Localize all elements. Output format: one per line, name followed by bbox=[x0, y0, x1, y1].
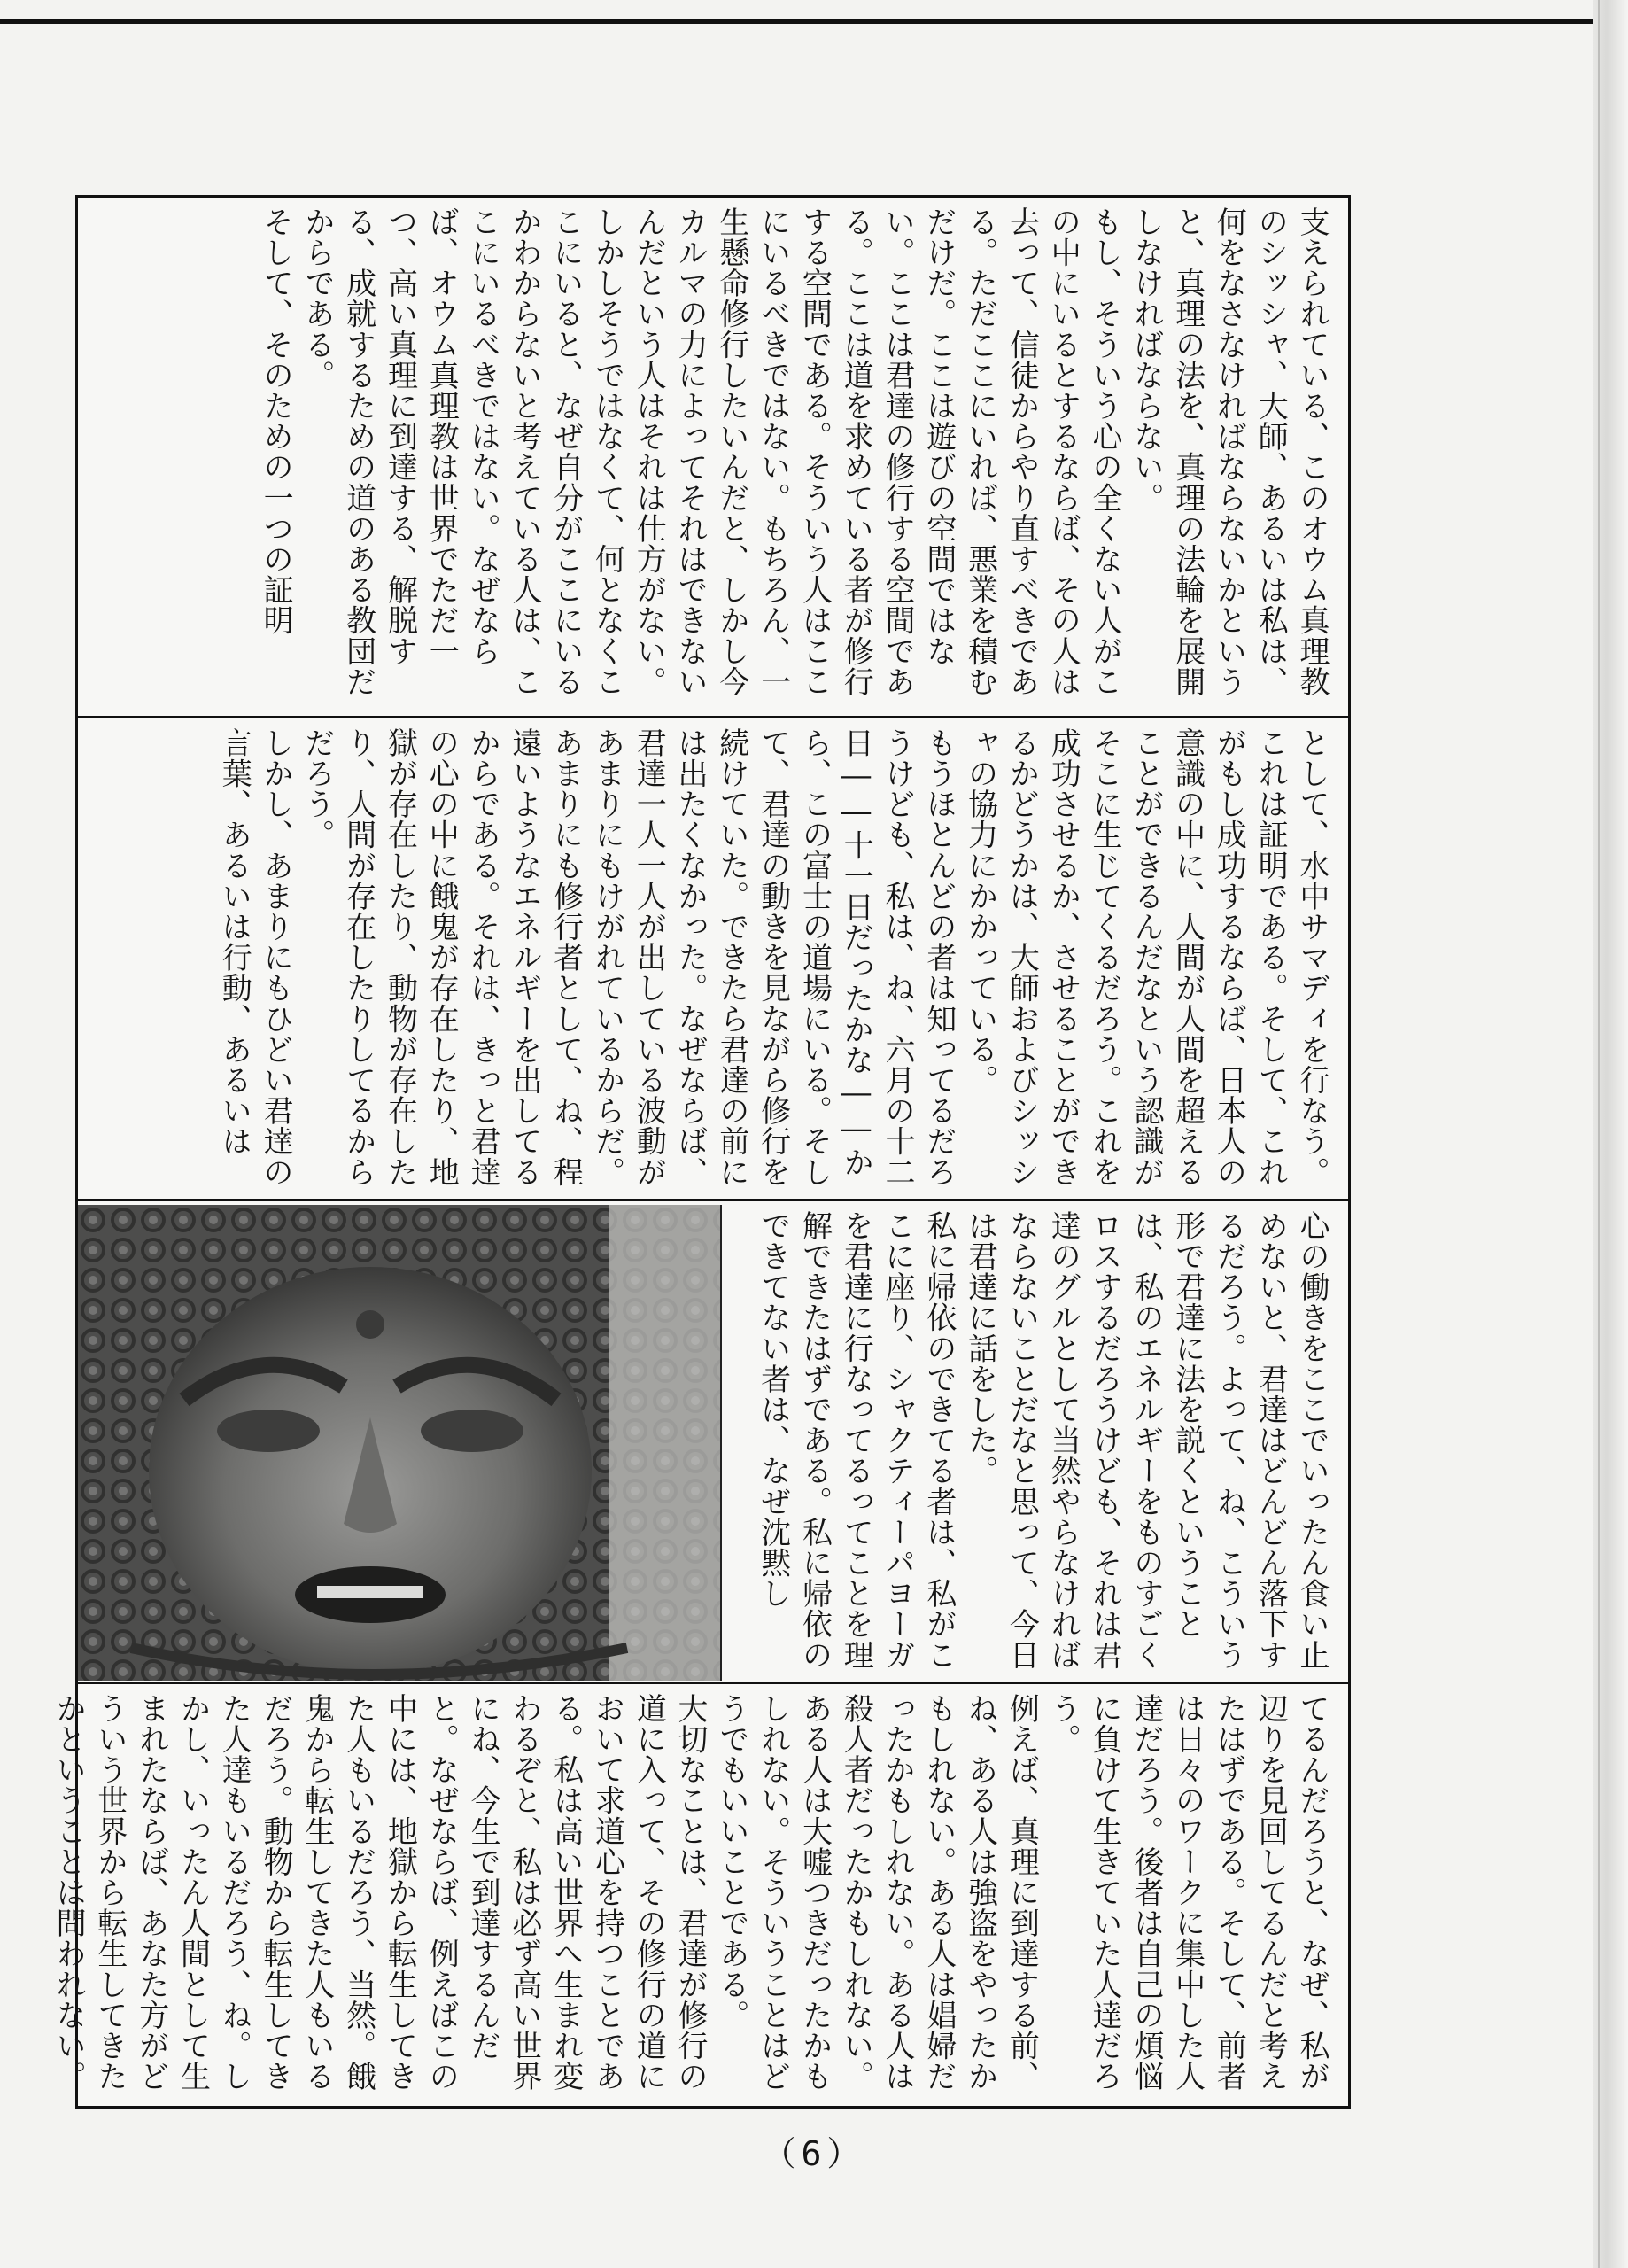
vertical-text-1 bbox=[254, 206, 1332, 709]
paragraph: しかし、あまりにもひどい君達の言葉、あるいは行動、あるいは bbox=[216, 727, 294, 1187]
paragraph: 支えられている、このオウム真理教のシッシャ、大師、あるいは私は、何をなさなければならないかというと、真理の法を、真理の法輪を展開しなければならない。 bbox=[1128, 206, 1330, 697]
paragraph: 心の働きをここでいったん食い止めないと、君達はどんどん落下するだろう。よって、ね、こういう形で君達に法を説くということは、私のエネルギーをものすごくロスするだろうけども、それは君達のグルとして当然やらなければならないことだなと思って、今日は君達に話をした。 bbox=[962, 1210, 1330, 1670]
paragraph: そして、そのための一つの証明 bbox=[258, 206, 294, 636]
paragraph: として、水中サマディを行なう。これは証明である。そして、これがもし成功するならば、日本人の意識の中に、人間が人間を超えることができるんだなという認識がそこに生じてくるだろう。これを成功させるか、させることができるかどうかは、大師およびシッシャの協力にかかっている。 bbox=[962, 727, 1330, 1187]
top-rule bbox=[0, 19, 1594, 24]
deity-statue-photo bbox=[78, 1205, 722, 1681]
paragraph: てるんだろうと、なぜ、私が辺りを見回してるんだと考えたはずである。そして、前者は日々のワークに集中した人達だろう。後者は自己の煩悩に負けて生きていた人達だろう。 bbox=[1045, 1693, 1330, 2092]
paragraph: もうほとんどの者は知ってるだろうけども、私は、ね、六月の十二日――十一日だったかな――から、この富士の道場にいる。そして、君達の動きを見ながら修行を続けていた。できたら君達の前には出たくなかった。なぜならば、君達一人一人が出している波動があまりにもけがれているからだ。あまりにも修行者として、ね、程遠いようなエネルギーを出してるからである。それは、きっと君達の心の中に餓鬼が存在したり、地獄が存在したり、動物が存在したり、人間が存在したりしてるからだろう。 bbox=[298, 727, 957, 1187]
vertical-text-2 bbox=[213, 727, 1332, 1192]
paragraph: 例えば、真理に到達する前、ね、ある人は強盗をやったかもしれない。ある人は娼婦だったかもしれない。ある人は殺人者だったかもしれない。ある人は大嘘つきだったかもしれない。そういうことはどうでもいいことである。 bbox=[713, 1693, 1040, 2092]
text-frame bbox=[50, 195, 1351, 2109]
statue-face-icon bbox=[78, 1205, 720, 1681]
paragraph: もし、そういう心の全くない人がこの中にいるとするならば、その人は去って、信徒からやり直すべきである。ただここにいれば、悪業を積むだけだ。ここは遊びの空間ではない。ここは君達の修行する空間である。ここは道を求めている者が修行する空間である。そういう人はここにいるべきではない。もちろん、一生懸命修行したいんだと、しかし今カルマの力によってそれはできないんだという人はそれは仕方がない。 bbox=[631, 206, 1123, 697]
paragraph: 大切なことは、君達が修行の道に入って、その修行の道において求道心を持つことである。私は高い世界へ生まれ変わるぞと、私は必ず高い世界にね、今生で到達するんだと。なぜならば、例えばこの中には、地獄から転生してきた人もいるだろう、当然。餓鬼から転生してきた人もいるだろう。動物から転生してきた人達もいるだろう、ね。しかし、いったん人間として生まれたならば、あなた方がどういう世界から転生してきたかということは問われない。 bbox=[50, 1693, 709, 2092]
vertical-text-4 bbox=[47, 1693, 1332, 2099]
text-section-2 bbox=[78, 716, 1348, 1199]
text-section-3 bbox=[78, 1199, 1348, 1682]
paragraph: 私に帰依のできてる者は、私がここに座り、シャクティーパヨーガを君達に行なってるってことを理解できたはずである。私に帰依のできてない者は、なぜ沈黙し bbox=[755, 1210, 957, 1670]
vertical-text-3 bbox=[733, 1210, 1332, 1674]
page-number: （6） bbox=[762, 2134, 866, 2173]
text-section-4 bbox=[50, 1682, 1348, 2106]
text-section-1 bbox=[78, 198, 1348, 716]
paragraph: しかしそうではなくて、何となくここにいると、なぜ自分がここにいるかわからないと考えている人は、ここにいるべきではない。なぜならば、オウム真理教は世界でただ一つ、高い真理に到達する、解脱する、成就するための道のある教団だからである。 bbox=[298, 206, 625, 697]
page-edge bbox=[1593, 0, 1628, 2268]
